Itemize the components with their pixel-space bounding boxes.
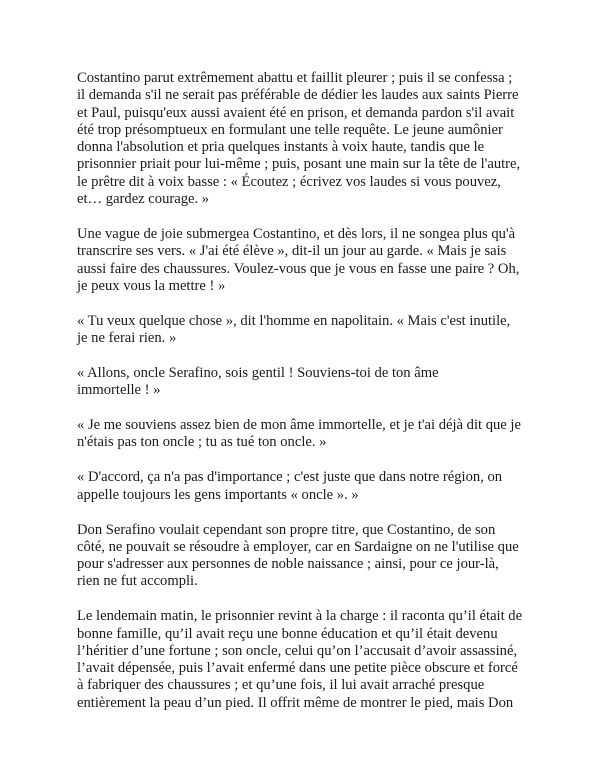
document-body: [77, 70, 545, 712]
paragraph-6: « D'accord, ça n'a pas d'importance ; c'est juste que dans notre région, on appelle toujours les gens importants « oncle ». »: [77, 469, 503, 503]
paragraph-5: « Je me souviens assez bien de mon âme immortelle, et je t'ai déjà dit que je n'étais pas ton oncle ; tu as tué ton oncle. »: [77, 417, 521, 451]
paragraph-2: Une vague de joie submergea Costantino, et dès lors, il ne songea plus qu'à transcrire ses vers. « J'ai été élève », dit-il un jour au garde. « Mais je sais aussi faire des chaussures. Voulez-vous que je vous en fasse une paire ? Oh, je peux vous la mettre ! »: [77, 225, 520, 294]
paragraph-3: « Tu veux quelque chose », dit l'homme en napolitain. « Mais c'est inutile, je ne ferai rien. »: [77, 312, 511, 347]
paragraph-1: Costantino parut extrêmement abattu et faillit pleurer ; puis il se confessa ; il demanda s'il ne serait pas préférable de dédier les laudes aux saints Pierre et Paul, puisqu'eux aussi avaient été en prison, et demanda pardon s'il avait été trop présomptueux en formulant une telle requête. Le jeune aumônier donna l'absolution et pria quelques instants à voix haute, tandis que le prisonnier priait pour lui-même ; puis, posant une main sur la tête de l'autre, le prêtre dit à voix basse : « Écoutez ; écrivez vos laudes si vous pouvez, et… gardez courage. »: [77, 70, 521, 208]
paragraph-7: Don Serafino voulait cependant son propre titre, que Costantino, de son côté, ne pouvait se résoudre à employer, car en Sardaigne on ne l'utilise que pour s'adresser aux personnes de noble naissance ; ainsi, pour ce jour-là, rien ne fut accompli.: [77, 521, 519, 590]
paragraph-8: Le lendemain matin, le prisonnier revint à la charge : il raconta qu’il était de bonne famille, qu’il avait reçu une bonne éducation et qu’il était devenu l’héritier d’une fortune ; son oncle, celui qu’on l’accusait d’avoir assassiné, l’avait dépensée, puis l’avait enfermé dans une petite pièce obscure et forcé à fabriquer des chaussures ; et qu’une fois, il lui avait arraché presque entièrement la peau d’un pied. Il offrit même de montrer le pied, mais Don: [77, 608, 523, 711]
paragraph-4: « Allons, oncle Serafino, sois gentil ! Souviens-toi de ton âme immortelle ! »: [77, 364, 439, 399]
